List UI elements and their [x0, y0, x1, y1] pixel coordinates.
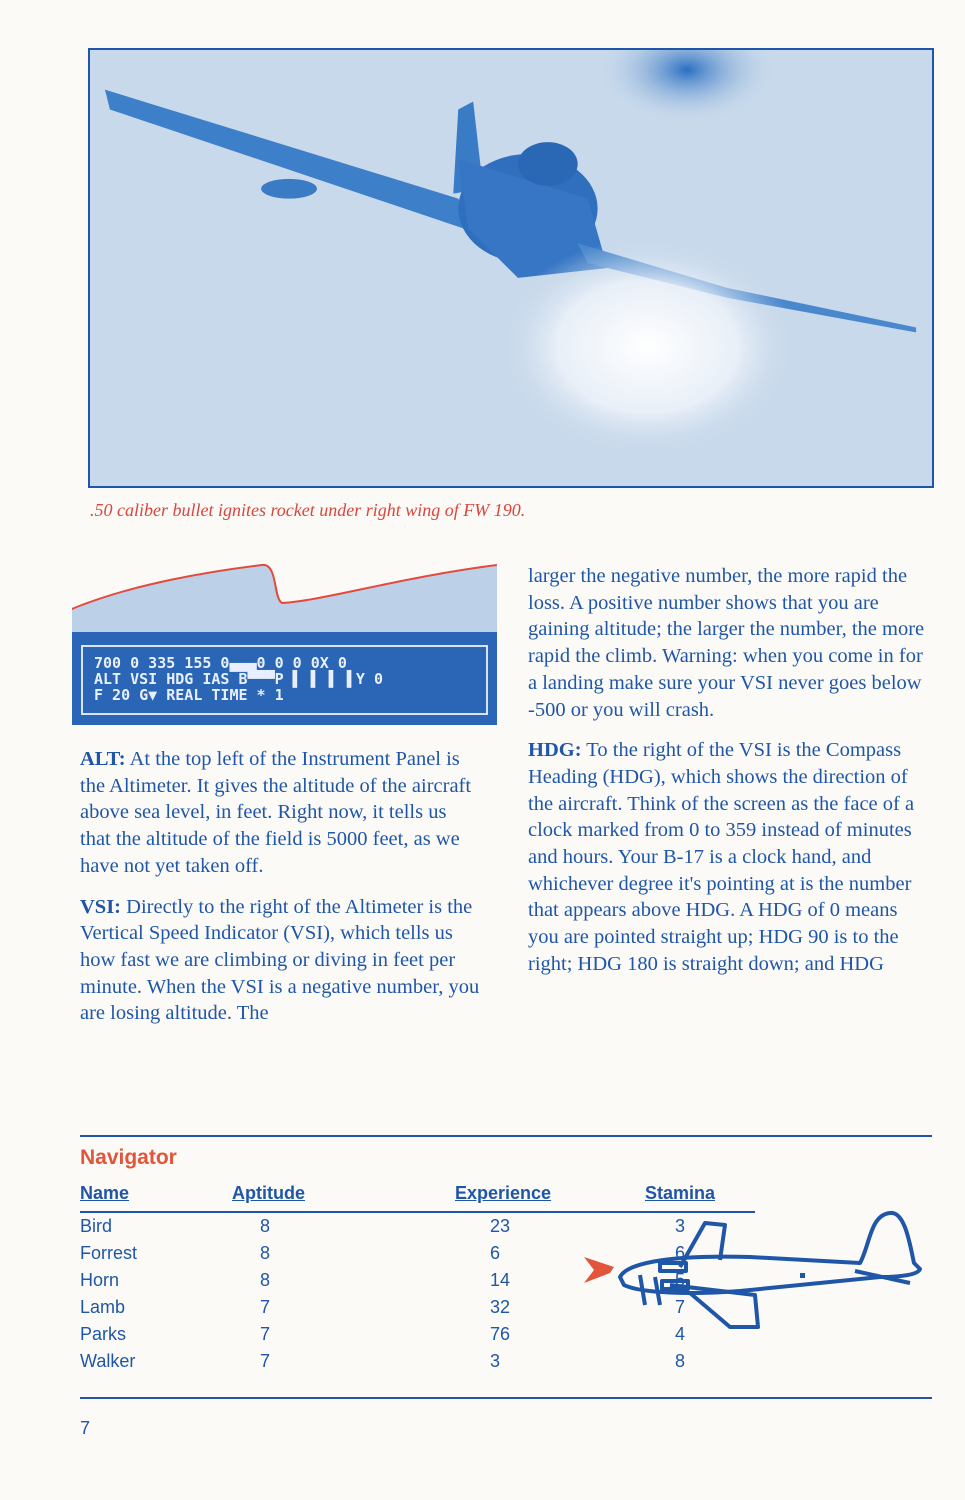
navigator-title: Navigator — [80, 1146, 177, 1169]
cell-name: Lamb — [80, 1297, 126, 1317]
cell-experience: 3 — [490, 1351, 501, 1371]
alt-text: At the top left of the Instrument Panel is the Altimeter. It gives the altitude of the aircraft above sea level, in feet. Right now, it tells us that the altitude of the field is 5000 feet, as we have not yet taken off. — [80, 748, 472, 877]
vsi-continued: larger the negative number, the more rapid the loss. A positive number shows that you are gaining altitude; the larger the number, the more rapid the climb. Warning: when you come in for a landing make sure your VSI never goes below -500 or you will crash. — [528, 565, 925, 721]
navigator-bottom-rule — [80, 1397, 932, 1399]
right-column — [528, 563, 933, 992]
page-number: 7 — [80, 1418, 91, 1438]
cell-name: Walker — [80, 1351, 136, 1371]
instrument-panel-figure — [72, 560, 497, 725]
cell-name: Bird — [80, 1216, 113, 1236]
cell-stamina: 7 — [675, 1297, 686, 1317]
cell-name: Horn — [80, 1270, 120, 1290]
fw190-photo-illustration — [90, 50, 932, 486]
photo-caption: .50 caliber bullet ignites rocket under right wing of FW 190. — [90, 500, 526, 520]
cell-aptitude: 8 — [260, 1243, 271, 1263]
cell-aptitude: 7 — [260, 1351, 271, 1371]
cell-stamina: 8 — [675, 1351, 686, 1371]
panel-row-status: F 20 G▼ REAL TIME * 1 — [94, 686, 284, 704]
cell-experience: 76 — [490, 1324, 511, 1344]
left-column — [80, 746, 480, 1041]
table-row — [80, 1348, 755, 1375]
header-stamina: Stamina — [640, 1183, 755, 1212]
alt-term: ALT: — [80, 748, 126, 770]
panel-row-labels: ALT VSI HDG IAS B▀▀▀P ▌ ▌ ▌ ▌Y 0 — [94, 670, 383, 688]
cell-aptitude: 7 — [260, 1297, 271, 1317]
instrument-panel-illustration — [72, 560, 497, 725]
fw190-photo — [88, 48, 934, 488]
cell-stamina: 4 — [675, 1324, 686, 1344]
cell-stamina: 5 — [675, 1270, 686, 1290]
alt-paragraph — [80, 746, 480, 880]
cell-experience: 23 — [490, 1216, 511, 1236]
hdg-term: HDG: — [528, 739, 582, 762]
navigator-position-arrow — [584, 1257, 614, 1283]
cell-stamina: 6 — [675, 1243, 686, 1263]
vsi-term: VSI: — [80, 895, 122, 918]
cell-experience: 32 — [490, 1297, 511, 1317]
hdg-paragraph — [528, 737, 933, 977]
vsi-text: Directly to the right of the Altimeter is the Vertical Speed Indicator (VSI), which tells us how fast we are climbing or diving in feet per minute. When the VSI is a negative number, you are losing altitude. The — [80, 895, 480, 1025]
cell-name: Forrest — [80, 1243, 138, 1263]
b17-diagram — [580, 1205, 930, 1340]
panel-row-readouts: 700 0 335 155 0▄▄▄0 0 0 0X 0 — [94, 654, 347, 672]
header-experience: Experience — [440, 1183, 640, 1212]
b17-navigator-position-illustration — [580, 1205, 930, 1340]
header-aptitude: Aptitude — [195, 1183, 440, 1212]
cell-aptitude: 8 — [260, 1270, 271, 1290]
cell-name: Parks — [80, 1324, 127, 1344]
cell-aptitude: 7 — [260, 1324, 271, 1344]
navigator-top-rule — [80, 1135, 932, 1137]
cell-experience: 6 — [490, 1243, 501, 1263]
cell-experience: 14 — [490, 1270, 511, 1290]
cell-aptitude: 8 — [260, 1216, 271, 1236]
hdg-text: To the right of the VSI is the Compass Heading (HDG), which shows the direction of the aircraft. Think of the screen as the face of a clock marked from 0 to 359 instead of minutes and hours. Your B-17 is a clock hand, and whichever degree it's pointing at is the number that appears above HDG. A HDG of 0 means you are pointed straight up; HDG 90 is to the right; HDG 180 is straight down; and HDG — [528, 739, 915, 975]
header-name: Name — [80, 1183, 195, 1212]
cell-stamina: 3 — [675, 1216, 686, 1236]
vsi-paragraph — [80, 894, 480, 1028]
